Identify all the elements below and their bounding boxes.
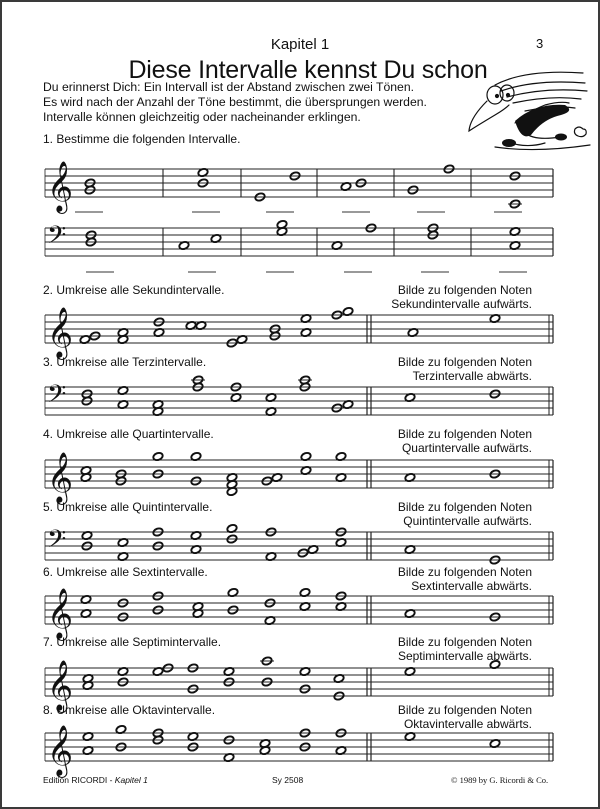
exercise-8-instruction: 8. Umkreise alle Oktavintervalle. [43,703,216,717]
exercise-7-task [398,635,532,663]
exercise-3-task [398,355,532,383]
exercise-4-instruction: 4. Umkreise alle Quartintervalle. [43,427,214,441]
exercise-6-task [398,565,532,593]
task-line: Bilde zu folgenden Noten [397,565,532,579]
page-title: Diese Intervalle kennst Du schon [128,56,488,84]
footer-catalog-number: Sy 2508 [272,775,304,785]
footer-publisher: Edition RICORDI - [43,775,115,785]
exercise-3-instruction: 3. Umkreise alle Terzintervalle. [43,355,207,369]
treble-clef-icon: 𝄞 [47,307,74,358]
treble-clef-icon: 𝄞 [47,588,74,639]
bass-clef-icon: 𝄢 [47,525,67,560]
task-line: Bilde zu folgenden Noten [397,635,532,649]
task-line: Septimintervalle abwärts. [397,649,532,663]
treble-clef-icon: 𝄞 [47,161,74,212]
intro-line: Intervalle können gleichzeitig oder nacheinander erklingen. [43,110,361,124]
task-line: Quartintervalle aufwärts. [401,441,532,455]
treble-clef-icon: 𝄞 [47,452,74,503]
footer-copyright: © 1989 by G. Ricordi & Co. [451,775,549,785]
exercise-2-task [391,283,532,311]
footer-edition [43,775,148,785]
exercise-7-instruction: 7. Umkreise alle Septimintervalle. [43,635,222,649]
exercise-5-instruction: 5. Umkreise alle Quintintervalle. [43,500,213,514]
treble-clef-icon: 𝄞 [47,660,74,711]
exercise-5-task [398,500,532,528]
exercise-2-instruction: 2. Umkreise alle Sekundintervalle. [43,283,225,297]
exercise-4-task [398,427,532,455]
intro-text [43,80,427,125]
intro-line: Du erinnerst Dich: Ein Intervall ist der Abstand zwischen zwei Tönen. [43,80,414,94]
task-line: Bilde zu folgenden Noten [397,427,532,441]
task-line: Terzintervalle abwärts. [412,369,532,383]
page-number: 3 [536,36,544,51]
running-cartoon-icon [465,63,595,155]
bass-clef-icon: 𝄢 [47,380,67,415]
task-line: Sextintervalle abwärts. [411,579,532,593]
chapter-heading: Kapitel 1 [270,36,330,53]
exercise-1-instruction: 1. Bestimme die folgenden Intervalle. [43,132,241,146]
bass-clef-icon: 𝄢 [47,221,67,256]
treble-clef-icon: 𝄞 [47,725,74,776]
task-line: Oktavintervalle abwärts. [403,717,532,731]
exercise-8-task [398,703,532,731]
footer-chapter: Kapitel 1 [114,775,148,785]
intro-line: Es wird nach der Anzahl der Töne bestimmt, die übersprungen werden. [43,95,427,109]
task-line: Sekundintervalle aufwärts. [391,297,532,311]
task-line: Bilde zu folgenden Noten [397,500,532,514]
task-line: Bilde zu folgenden Noten [397,283,532,297]
task-line: Bilde zu folgenden Noten [397,355,532,369]
task-line: Bilde zu folgenden Noten [397,703,532,717]
exercise-6-instruction: 6. Umkreise alle Sextintervalle. [43,565,208,579]
task-line: Quintintervalle aufwärts. [403,514,532,528]
